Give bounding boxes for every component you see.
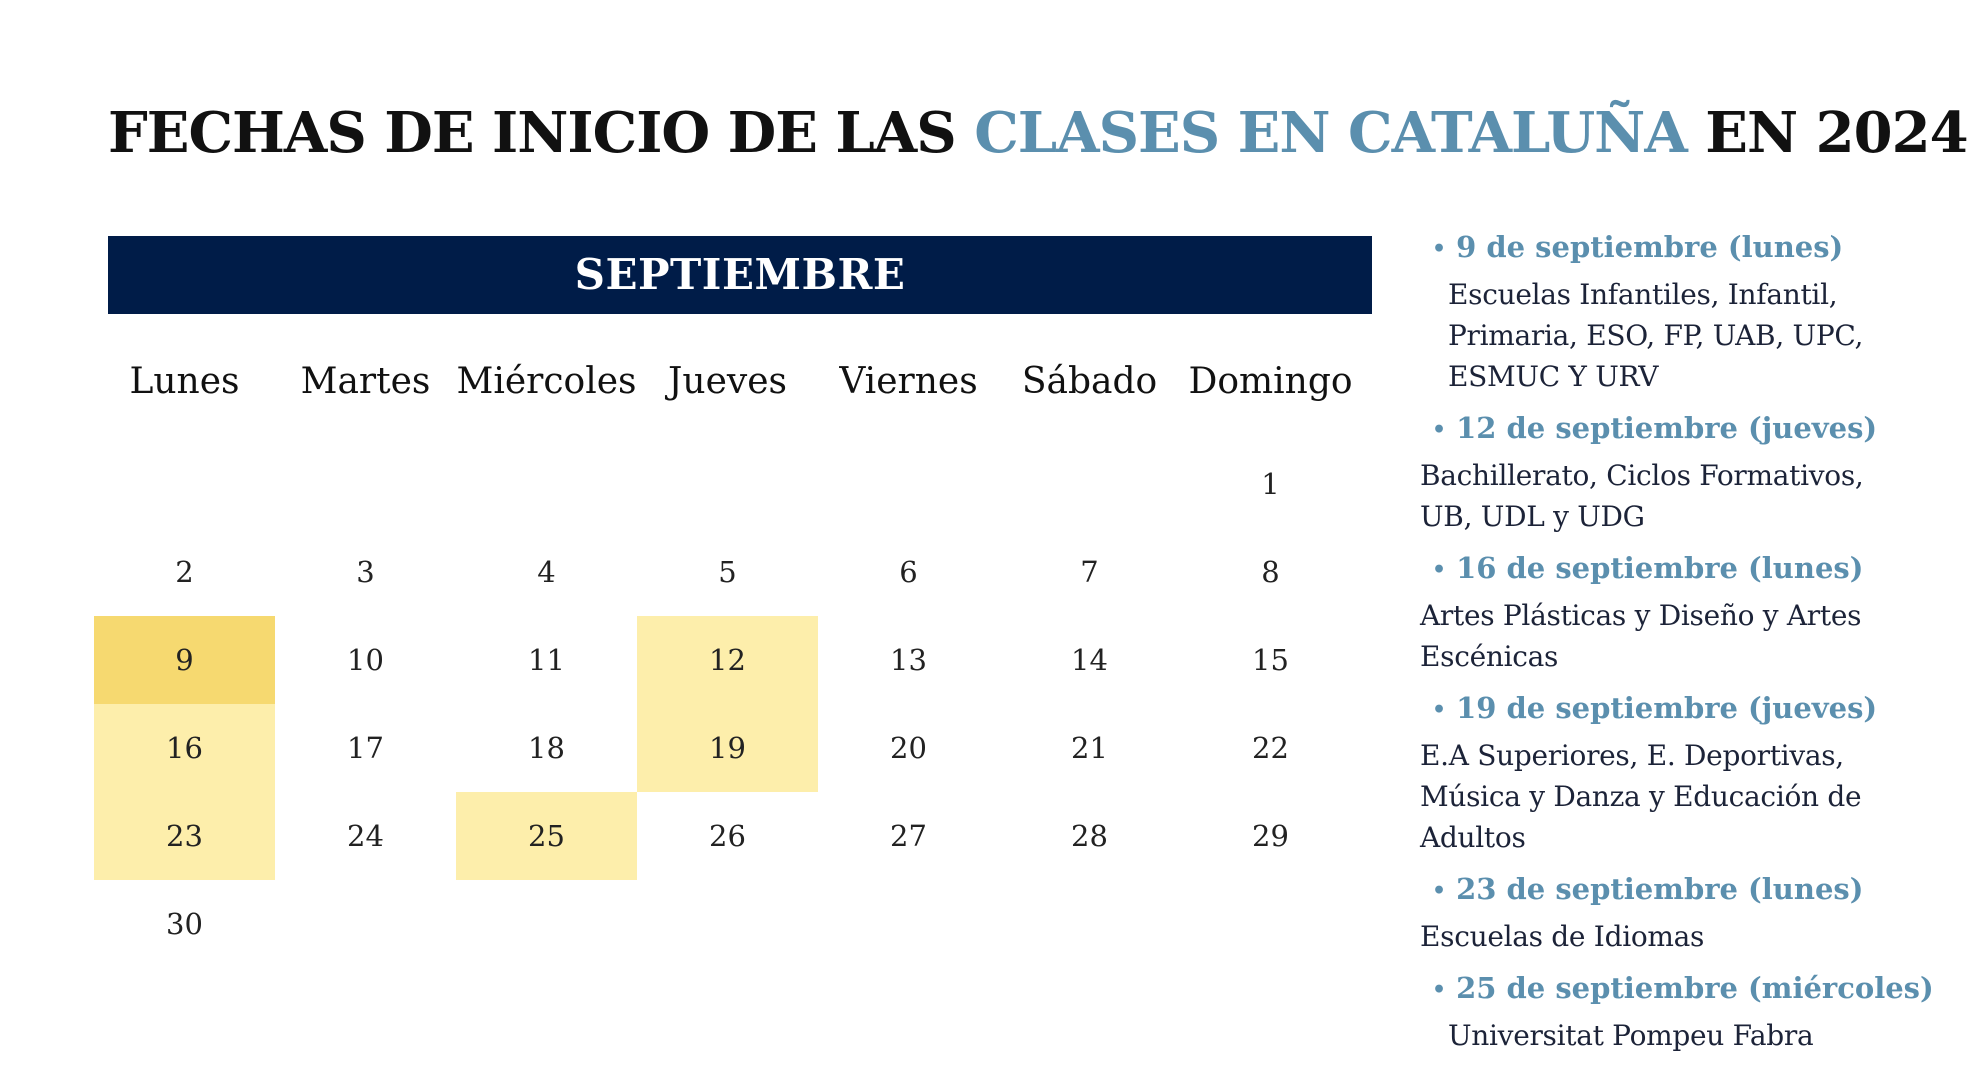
weekday-friday: Viernes bbox=[839, 361, 978, 402]
calendar-day: 8 bbox=[1261, 555, 1280, 589]
date-entry-heading-text: 25 de septiembre (miércoles) bbox=[1456, 971, 1934, 1005]
weekday-sunday: Domingo bbox=[1188, 361, 1353, 402]
calendar-day: 2 bbox=[175, 555, 194, 589]
date-entry-description: Artes Plásticas y Diseño y Artes Escénicas bbox=[1420, 599, 1862, 673]
calendar-day: 5 bbox=[718, 555, 737, 589]
calendar-day: 20 bbox=[890, 731, 927, 765]
date-entry-heading-text: 16 de septiembre (lunes) bbox=[1456, 551, 1864, 585]
calendar-day: 16 bbox=[94, 704, 275, 792]
calendar-day: 3 bbox=[356, 555, 375, 589]
date-entry-heading-text: 23 de septiembre (lunes) bbox=[1456, 872, 1864, 906]
weekday-thursday: Jueves bbox=[667, 361, 788, 402]
date-entry-heading bbox=[1432, 870, 1900, 910]
calendar-day: 11 bbox=[528, 643, 565, 677]
calendar-empty-cell bbox=[275, 880, 456, 968]
calendar-empty-cell bbox=[275, 440, 456, 528]
calendar-empty-cell bbox=[456, 880, 637, 968]
date-entry bbox=[1420, 409, 1900, 537]
calendar-day: 18 bbox=[528, 731, 565, 765]
date-entry bbox=[1420, 549, 1900, 677]
bullet-icon: • bbox=[1432, 878, 1447, 904]
date-entry-description: Escuelas de Idiomas bbox=[1420, 920, 1705, 953]
calendar-day: 29 bbox=[1252, 819, 1289, 853]
title-accent: CLASES EN CATALUÑA bbox=[974, 100, 1687, 166]
calendar-empty-cell bbox=[637, 440, 818, 528]
calendar-day: 17 bbox=[347, 731, 384, 765]
date-entry-description: Bachillerato, Ciclos Formativos, UB, UDL y UDG bbox=[1420, 459, 1864, 533]
title-part-2: EN 2024 bbox=[1686, 100, 1968, 166]
calendar-day: 24 bbox=[347, 819, 384, 853]
date-entry bbox=[1420, 870, 1900, 957]
calendar-day: 15 bbox=[1252, 643, 1289, 677]
calendar-day: 30 bbox=[166, 907, 203, 941]
date-entry-heading-text: 19 de septiembre (jueves) bbox=[1456, 691, 1878, 725]
date-entry-heading bbox=[1432, 409, 1900, 449]
calendar-empty-cell bbox=[999, 440, 1180, 528]
calendar-day: 1 bbox=[1261, 467, 1280, 501]
bullet-icon: • bbox=[1432, 977, 1447, 1003]
weekday-tuesday: Martes bbox=[300, 361, 431, 402]
calendar-empty-cell bbox=[818, 880, 999, 968]
calendar-day: 28 bbox=[1071, 819, 1108, 853]
weekday-monday: Lunes bbox=[129, 361, 240, 402]
calendar-empty-cell bbox=[456, 440, 637, 528]
bullet-icon: • bbox=[1432, 557, 1447, 583]
date-entry-heading bbox=[1432, 549, 1900, 589]
start-dates-list bbox=[1420, 228, 1934, 1068]
calendar-day: 7 bbox=[1080, 555, 1099, 589]
date-entry bbox=[1420, 969, 1934, 1056]
calendar-day: 23 bbox=[94, 792, 275, 880]
date-entry-heading bbox=[1432, 969, 1934, 1009]
date-entry-heading-text: 12 de septiembre (jueves) bbox=[1456, 411, 1878, 445]
bullet-icon: • bbox=[1432, 417, 1447, 443]
calendar-day: 22 bbox=[1252, 731, 1289, 765]
calendar-day: 21 bbox=[1071, 731, 1108, 765]
bullet-icon: • bbox=[1432, 697, 1447, 723]
weekday-saturday: Sábado bbox=[1021, 361, 1158, 402]
calendar-day: 25 bbox=[456, 792, 637, 880]
calendar-grid bbox=[94, 440, 1361, 968]
month-header: SEPTIEMBRE bbox=[108, 236, 1372, 314]
calendar-empty-cell bbox=[999, 880, 1180, 968]
weekday-header-row bbox=[94, 352, 1362, 412]
calendar-day: 27 bbox=[890, 819, 927, 853]
date-entry-description: Escuelas Infantiles, Infantil, Primaria, ESO, FP, UAB, UPC, ESMUC Y URV bbox=[1448, 278, 1864, 393]
date-entry-heading bbox=[1432, 689, 1900, 729]
date-entry-description: Universitat Pompeu Fabra bbox=[1448, 1019, 1814, 1052]
date-entry-description: E.A Superiores, E. Deportivas, Música y Danza y Educación de Adultos bbox=[1420, 739, 1862, 854]
page-title bbox=[108, 100, 1968, 166]
calendar-day: 6 bbox=[899, 555, 918, 589]
calendar-day: 19 bbox=[637, 704, 818, 792]
date-entry-heading-text: 9 de septiembre (lunes) bbox=[1456, 230, 1844, 264]
bullet-icon: • bbox=[1432, 236, 1447, 262]
calendar-empty-cell bbox=[1180, 880, 1361, 968]
title-part-1: FECHAS DE INICIO DE LAS bbox=[108, 100, 975, 166]
date-entry-heading bbox=[1432, 228, 1900, 268]
date-entry bbox=[1420, 228, 1900, 397]
calendar-day: 9 bbox=[94, 616, 275, 704]
calendar-day: 10 bbox=[347, 643, 384, 677]
calendar-day: 14 bbox=[1071, 643, 1108, 677]
date-entry bbox=[1420, 689, 1900, 858]
calendar-empty-cell bbox=[94, 440, 275, 528]
calendar-day: 13 bbox=[890, 643, 927, 677]
calendar-day: 4 bbox=[537, 555, 556, 589]
calendar-empty-cell bbox=[637, 880, 818, 968]
calendar-day: 26 bbox=[709, 819, 746, 853]
calendar-empty-cell bbox=[818, 440, 999, 528]
weekday-wednesday: Miércoles bbox=[456, 361, 637, 402]
calendar-day: 12 bbox=[637, 616, 818, 704]
